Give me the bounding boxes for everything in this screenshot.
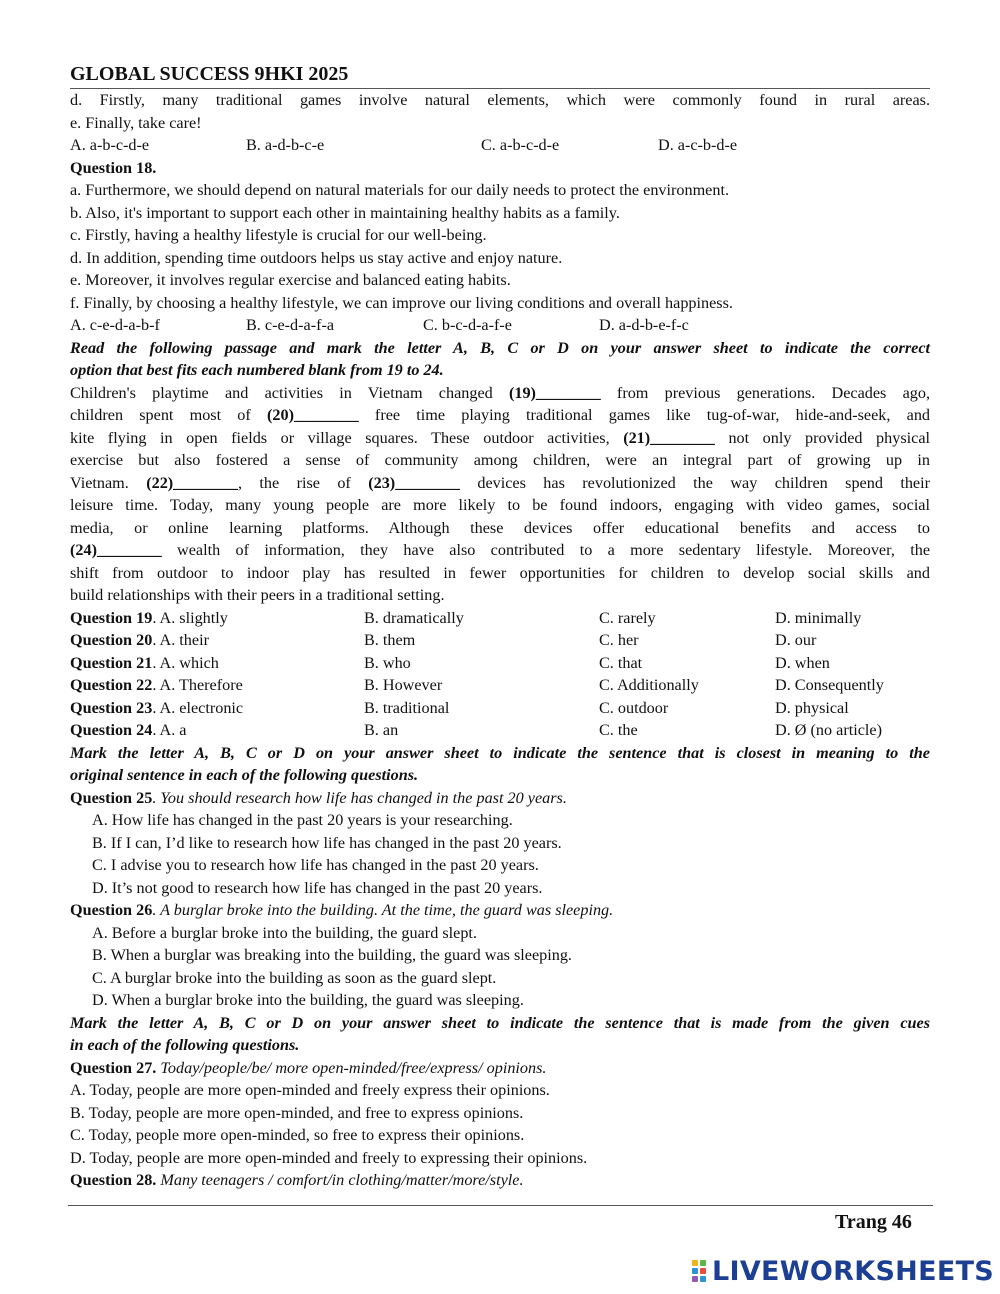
q18-choices: [70, 314, 930, 337]
choice-c[interactable]: C. outdoor: [599, 698, 669, 717]
q18-line-c: c. Firstly, having a healthy lifestyle is crucial for our well-being.: [70, 226, 487, 244]
question-23-row: [70, 697, 930, 720]
q17-option-d: d. Firstly, many traditional games involve natural elements, which were commonly found in rural areas.: [70, 91, 930, 109]
choice-b[interactable]: B. who: [364, 653, 411, 672]
instruction-meaning-line1: Mark the letter A, B, C or D on your answer sheet to indicate the sentence that is closest in meaning to the: [70, 743, 930, 762]
choice-c[interactable]: C. that: [599, 653, 643, 672]
q17-option-e: e. Finally, take care!: [70, 113, 202, 132]
logo-text: LIVEWORKSHEETS: [712, 1255, 995, 1287]
choice-c[interactable]: C. I advise you to research how life has changed in the past 20 years.: [92, 856, 539, 874]
question-25-prompt: Question 25. You should research how life has changed in the past 20 years.: [70, 788, 567, 807]
choice-b[interactable]: B. a-d-b-c-e: [246, 136, 325, 154]
choice-d[interactable]: D. a-c-b-d-e: [658, 136, 738, 154]
question-22-row: [70, 674, 930, 697]
choice-d[interactable]: D. physical: [775, 698, 849, 717]
choice-d[interactable]: D. Ø (no article): [775, 721, 882, 739]
passage-line: build relationships with their peers in a traditional setting.: [70, 586, 445, 604]
choice-b[interactable]: B. c-e-d-a-f-a: [246, 316, 335, 334]
instruction-passage-line1: Read the following passage and mark the letter A, B, C or D on your answer sheet to indicate the correct: [70, 338, 930, 357]
choice-c[interactable]: C. Additionally: [599, 676, 699, 694]
choice-a[interactable]: . A. electronic: [152, 698, 244, 717]
choice-d[interactable]: D. minimally: [775, 608, 862, 627]
choice-b[interactable]: B. them: [364, 631, 416, 649]
passage-line: media, or online learning platforms. Although these devices offer educational benefits and access to: [70, 518, 930, 537]
passage-line: exercise but also fostered a sense of community among children, were an integral part of growing up in: [70, 451, 930, 469]
instruction-cues-line2: in each of the following questions.: [70, 1036, 300, 1054]
choice-a[interactable]: . A. their: [152, 631, 209, 649]
reading-passage: [70, 382, 930, 607]
question-label: Question 27.: [70, 1058, 157, 1077]
choice-a[interactable]: . A. which: [152, 653, 219, 672]
passage-line: Vietnam. (22)________, the rise of (23)________ devices has revolutionized the way children spend their: [70, 473, 930, 492]
choice-a[interactable]: A. a-b-c-d-e: [70, 136, 150, 154]
choice-a[interactable]: . A. slightly: [152, 608, 228, 627]
question-21-row: [70, 652, 930, 675]
blank-24[interactable]: (24)________: [70, 541, 162, 559]
question-28-prompt: Question 28. Many teenagers / comfort/in clothing/matter/more/style.: [70, 1171, 524, 1189]
passage-line: kite flying in open fields or village squares. These outdoor activities, (21)________ not only provided physical: [70, 428, 930, 447]
q18-line-e: e. Moreover, it involves regular exercise and balanced eating habits.: [70, 271, 511, 289]
blank-19[interactable]: (19)________: [508, 383, 601, 402]
question-26-prompt: Question 26. A burglar broke into the building. At the time, the guard was sleeping.: [70, 901, 614, 919]
choice-d[interactable]: D. a-d-b-e-f-c: [599, 316, 689, 334]
question-27-prompt: Question 27. Today/people/be/ more open-minded/free/express/ opinions.: [70, 1058, 547, 1077]
instruction-meaning-line2: original sentence in each of the following questions.: [70, 766, 419, 784]
choice-d[interactable]: D. when: [775, 653, 830, 672]
choice-a[interactable]: A. Today, people are more open-minded and freely express their opinions.: [70, 1081, 550, 1099]
choice-a[interactable]: . A. a: [152, 721, 187, 739]
blank-20[interactable]: (20)________: [267, 406, 359, 424]
q18-title: Question 18.: [70, 158, 157, 177]
choice-c[interactable]: C. A burglar broke into the building as soon as the guard slept.: [92, 968, 497, 987]
choice-c[interactable]: C. Today, people more open-minded, so free to express their opinions.: [70, 1126, 525, 1144]
choice-d[interactable]: D. our: [775, 631, 817, 649]
passage-line: children spent most of (20)________ free time playing traditional games like tug-of-war, hide-and-seek, and: [70, 406, 931, 424]
passage-line: leisure time. Today, many young people are more likely to be found indoors, engaging with video games, social: [70, 496, 930, 514]
choice-c[interactable]: C. b-c-d-a-f-e: [423, 316, 512, 334]
choice-b[interactable]: B. However: [364, 676, 443, 694]
choice-b[interactable]: B. If I can, I’d like to research how life has changed in the past 20 years.: [92, 833, 562, 852]
choice-b[interactable]: B. traditional: [364, 698, 450, 717]
question-label: Question 24: [70, 721, 153, 739]
logo-icon: [692, 1260, 706, 1282]
passage-line: shift from outdoor to indoor play has resulted in fewer opportunities for children to develop social skills and: [70, 563, 930, 582]
question-label: Question 28.: [70, 1171, 157, 1189]
choice-c[interactable]: C. a-b-c-d-e: [481, 136, 560, 154]
question-20-row: [70, 629, 930, 652]
passage-line: (24)________ wealth of information, they have also contributed to a more sedentary lifestyle. Moreover, the: [70, 541, 930, 559]
question-label: Question 23: [70, 698, 153, 717]
q18-line-b: b. Also, it's important to support each other in maintaining healthy habits as a family.: [70, 203, 620, 222]
choice-d[interactable]: D. Today, people are more open-minded and freely to expressing their opinions.: [70, 1148, 588, 1167]
blank-23[interactable]: (23)________: [368, 473, 460, 492]
page-number: Trang 46: [835, 1211, 912, 1233]
passage-line: Children's playtime and activities in Vietnam changed (19)________ from previous generations. Decades ago,: [70, 383, 930, 402]
choice-b[interactable]: B. dramatically: [364, 608, 464, 627]
question-label: Question 20: [70, 631, 153, 649]
question-24-row: [70, 719, 930, 742]
q18-line-d: d. In addition, spending time outdoors helps us stay active and enjoy nature.: [70, 248, 563, 267]
choice-b[interactable]: B. When a burglar was breaking into the building, the guard was sleeping.: [92, 946, 572, 964]
question-19-row: [70, 607, 930, 630]
question-label: Question 26: [70, 901, 153, 919]
choice-a[interactable]: A. c-e-d-a-b-f: [70, 316, 160, 334]
choice-b[interactable]: B. an: [364, 721, 399, 739]
cloze-questions: [70, 607, 930, 742]
instruction-passage-line2: option that best fits each numbered blank from 19 to 24.: [70, 361, 444, 379]
question-label: Question 22: [70, 676, 153, 694]
choice-c[interactable]: C. her: [599, 631, 639, 649]
choice-a[interactable]: A. How life has changed in the past 20 years is your researching.: [92, 811, 513, 829]
blank-22[interactable]: (22)________: [146, 473, 238, 492]
choice-c[interactable]: C. rarely: [599, 608, 656, 627]
question-label: Question 19: [70, 608, 153, 627]
instruction-cues-line1: Mark the letter A, B, C or D on your answer sheet to indicate the sentence that is made from the given cues: [70, 1013, 930, 1032]
liveworksheets-logo[interactable]: [692, 1256, 994, 1286]
page-header-title: GLOBAL SUCCESS 9HKI 2025: [70, 62, 930, 89]
blank-21[interactable]: (21)________: [623, 428, 715, 447]
q17-choices: [70, 134, 930, 157]
choice-d[interactable]: D. It’s not good to research how life has changed in the past 20 years.: [92, 878, 543, 897]
q18-line-a: a. Furthermore, we should depend on natural materials for our daily needs to protect the environment.: [70, 181, 729, 199]
choice-c[interactable]: C. the: [599, 721, 638, 739]
question-label: Question 25: [70, 788, 153, 807]
choice-d[interactable]: D. Consequently: [775, 676, 884, 694]
choice-d[interactable]: D. When a burglar broke into the building, the guard was sleeping.: [92, 991, 524, 1009]
footer-divider: [68, 1205, 933, 1206]
q18-line-f: f. Finally, by choosing a healthy lifestyle, we can improve our living conditions and overall happiness.: [70, 293, 733, 312]
question-label: Question 21: [70, 653, 153, 672]
choice-a[interactable]: . A. Therefore: [152, 676, 243, 694]
choice-a[interactable]: A. Before a burglar broke into the building, the guard slept.: [92, 923, 477, 942]
worksheet-page: [70, 62, 930, 1192]
choice-b[interactable]: B. Today, people are more open-minded, and free to express opinions.: [70, 1103, 524, 1122]
